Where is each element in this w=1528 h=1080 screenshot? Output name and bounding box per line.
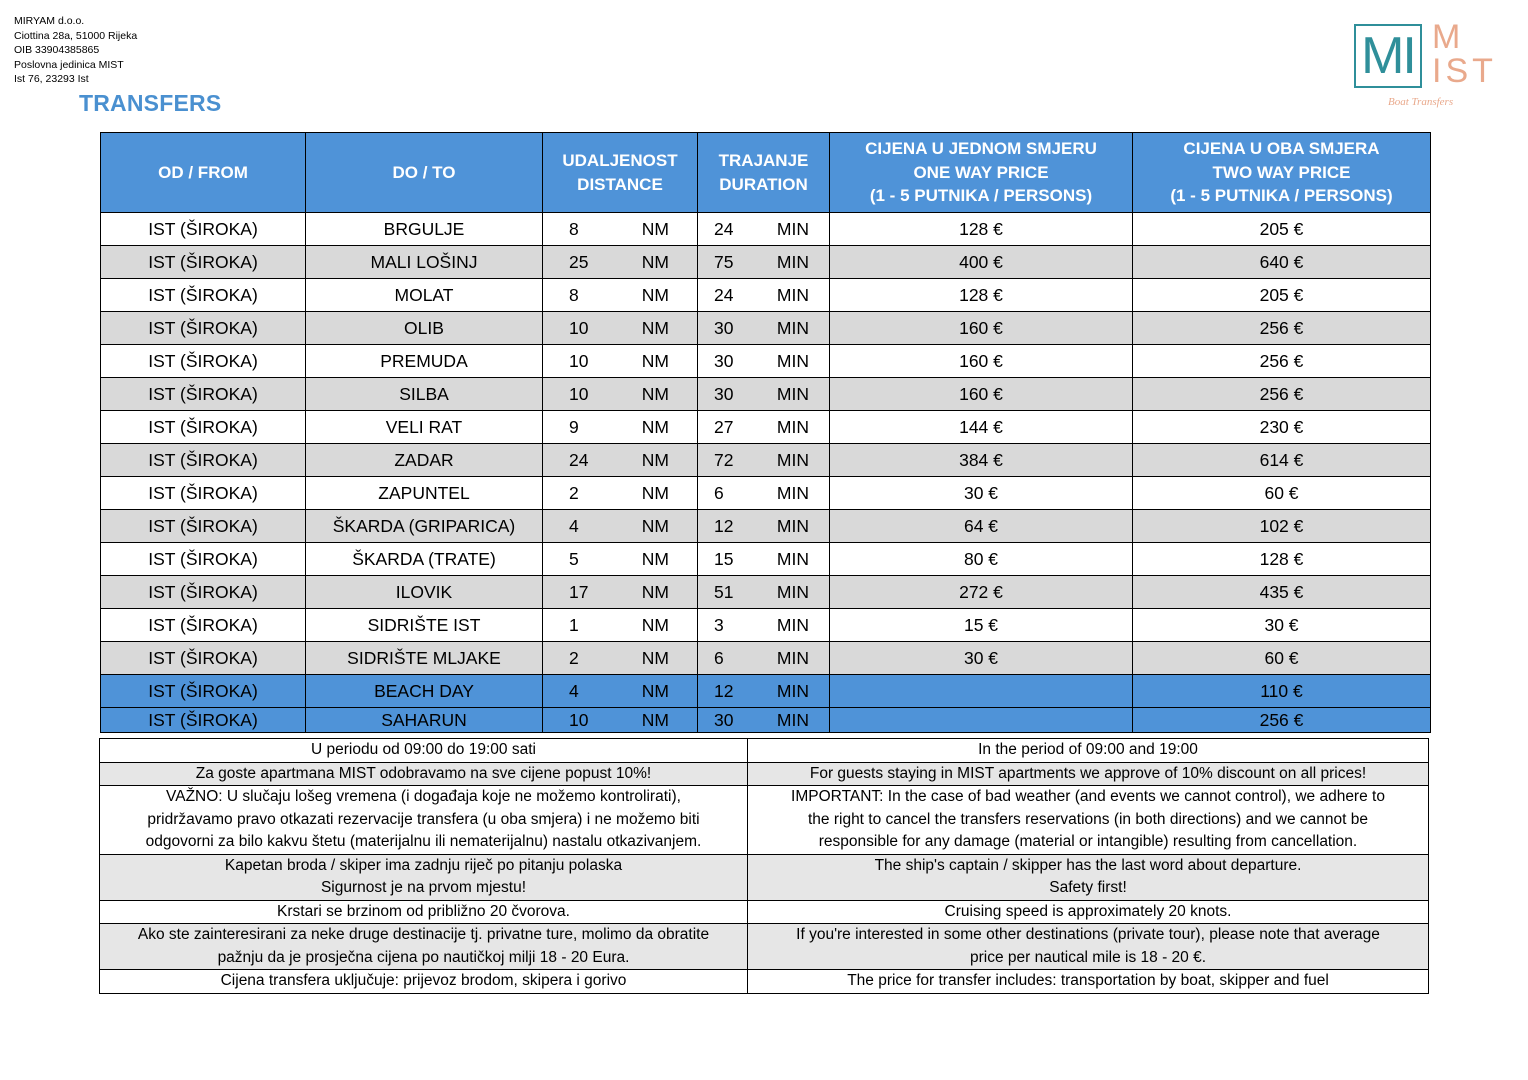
table-row [101, 477, 1431, 510]
duration-value: 51 [714, 581, 734, 602]
note-croatian [100, 786, 748, 855]
cell-distance [543, 642, 698, 675]
table-row [101, 312, 1431, 345]
cell-duration [698, 708, 830, 733]
distance-value: 5 [569, 548, 579, 569]
duration-unit: MIN [776, 581, 809, 602]
logo-mi-box: MI [1354, 24, 1422, 88]
cell-from: IST (ŠIROKA) [101, 213, 306, 246]
duration-value: 72 [714, 449, 734, 470]
note-line-en: Safety first! [1049, 879, 1127, 896]
duration-unit: MIN [776, 317, 809, 338]
cell-two-way-price: 256 € [1133, 345, 1431, 378]
distance-unit: NM [641, 680, 669, 701]
note-croatian [100, 854, 748, 900]
table-row [101, 510, 1431, 543]
duration-value: 6 [714, 647, 724, 668]
cell-one-way-price: 30 € [830, 642, 1133, 675]
cell-two-way-price: 614 € [1133, 444, 1431, 477]
note-line-en: The price for transfer includes: transportation by boat, skipper and fuel [847, 972, 1329, 989]
duration-value: 6 [714, 482, 724, 503]
cell-one-way-price: 400 € [830, 246, 1133, 279]
cell-distance [543, 543, 698, 576]
cell-one-way-price: 160 € [830, 312, 1133, 345]
distance-value: 25 [569, 251, 589, 272]
note-croatian [100, 762, 748, 786]
distance-value: 24 [569, 449, 589, 470]
cell-duration [698, 444, 830, 477]
cell-to: OLIB [306, 312, 543, 345]
cell-to: MOLAT [306, 279, 543, 312]
duration-unit: MIN [776, 647, 809, 668]
distance-value: 4 [569, 515, 579, 536]
cell-two-way-price: 256 € [1133, 378, 1431, 411]
company-line: Ciottina 28a, 51000 Rijeka [14, 29, 138, 42]
cell-from: IST (ŠIROKA) [101, 279, 306, 312]
duration-value: 15 [714, 548, 734, 569]
note-line-hr: Ako ste zainteresirani za neke druge destinacije tj. privatne ture, molimo da obratite [137, 926, 710, 943]
cell-distance [543, 708, 698, 733]
cell-from: IST (ŠIROKA) [101, 411, 306, 444]
distance-unit: NM [641, 647, 669, 668]
mist-logo [1354, 20, 1514, 120]
note-croatian [100, 739, 748, 763]
header-distance-hr: UDALJENOST [562, 151, 678, 170]
duration-value: 75 [714, 251, 734, 272]
company-line: Ist 76, 23293 Ist [14, 73, 89, 85]
cell-two-way-price: 205 € [1133, 279, 1431, 312]
note-english [748, 970, 1429, 994]
header-duration-hr: TRAJANJE [718, 151, 809, 170]
cell-distance [543, 411, 698, 444]
cell-two-way-price: 60 € [1133, 477, 1431, 510]
duration-value: 12 [714, 515, 734, 536]
cell-from: IST (ŠIROKA) [101, 642, 306, 675]
cell-to: PREMUDA [306, 345, 543, 378]
cell-to: ZAPUNTEL [306, 477, 543, 510]
cell-from: IST (ŠIROKA) [101, 477, 306, 510]
cell-from: IST (ŠIROKA) [101, 708, 306, 733]
duration-value: 12 [714, 680, 734, 701]
cell-distance [543, 510, 698, 543]
table-header-row [101, 133, 1431, 213]
table-row [101, 345, 1431, 378]
logo-m: M [1432, 18, 1465, 56]
table-row [101, 609, 1431, 642]
cell-distance [543, 279, 698, 312]
cell-to: MALI LOŠINJ [306, 246, 543, 279]
cell-from: IST (ŠIROKA) [101, 246, 306, 279]
note-english [748, 762, 1429, 786]
duration-unit: MIN [776, 350, 809, 371]
distance-unit: NM [641, 482, 669, 503]
distance-value: 4 [569, 680, 579, 701]
duration-unit: MIN [776, 416, 809, 437]
distance-value: 2 [569, 647, 579, 668]
table-row [101, 642, 1431, 675]
cell-from: IST (ŠIROKA) [101, 444, 306, 477]
cell-to: SAHARUN [306, 708, 543, 733]
note-english [748, 786, 1429, 855]
cell-duration [698, 312, 830, 345]
cell-from: IST (ŠIROKA) [101, 345, 306, 378]
logo-subtitle: Boat Transfers [1388, 96, 1454, 108]
cell-from: IST (ŠIROKA) [101, 510, 306, 543]
page-title: TRANSFERS [79, 90, 222, 116]
table-row [101, 378, 1431, 411]
note-line-hr: pridržavamo pravo otkazati rezervacije transfera (u oba smjera) i ne možemo biti [147, 810, 700, 828]
note-row [100, 739, 1429, 763]
distance-value: 10 [569, 709, 589, 730]
cell-from: IST (ŠIROKA) [101, 609, 306, 642]
cell-two-way-price: 205 € [1133, 213, 1431, 246]
duration-value: 30 [714, 383, 734, 404]
note-line-hr: Krstari se brzinom od približno 20 čvorova. [277, 902, 570, 920]
distance-unit: NM [641, 251, 669, 272]
cell-one-way-price: 128 € [830, 213, 1133, 246]
cell-one-way-price: 15 € [830, 609, 1133, 642]
distance-unit: NM [641, 614, 669, 635]
cell-from: IST (ŠIROKA) [101, 576, 306, 609]
duration-value: 27 [714, 416, 734, 437]
header-two-way-en: TWO WAY PRICE [1212, 162, 1351, 182]
distance-value: 9 [569, 416, 579, 437]
cell-two-way-price: 30 € [1133, 609, 1431, 642]
header-two-way-hr: CIJENA U OBA SMJERA [1183, 139, 1380, 159]
table-row [101, 708, 1431, 733]
logo-right-text [1432, 20, 1497, 88]
cell-to: SILBA [306, 378, 543, 411]
header-duration-en: DURATION [719, 174, 808, 194]
duration-unit: MIN [776, 515, 809, 536]
header-distance [543, 133, 698, 213]
cell-distance [543, 477, 698, 510]
distance-unit: NM [641, 416, 669, 437]
distance-unit: NM [641, 284, 669, 305]
note-line-en: the right to cancel the transfers reservations (in both directions) and we cannot be [807, 810, 1369, 828]
distance-unit: NM [641, 581, 669, 602]
cell-distance [543, 312, 698, 345]
note-line-en: Cruising speed is approximately 20 knots. [944, 902, 1232, 920]
cell-duration [698, 477, 830, 510]
cell-duration [698, 279, 830, 312]
cell-distance [543, 213, 698, 246]
cell-duration [698, 510, 830, 543]
distance-unit: NM [641, 449, 669, 470]
company-info [14, 14, 137, 87]
note-row [100, 924, 1429, 970]
header-two-way-persons: (1 - 5 PUTNIKA / PERSONS) [1170, 186, 1393, 206]
cell-distance [543, 345, 698, 378]
duration-unit: MIN [776, 709, 809, 730]
header-one-way-en: ONE WAY PRICE [913, 162, 1049, 182]
duration-value: 24 [714, 284, 734, 305]
duration-value: 30 [714, 317, 734, 338]
duration-value: 30 [714, 350, 734, 371]
table-row [101, 444, 1431, 477]
cell-duration [698, 378, 830, 411]
cell-one-way-price: 30 € [830, 477, 1133, 510]
duration-unit: MIN [776, 482, 809, 503]
company-line: Poslovna jedinica MIST [14, 58, 124, 71]
cell-distance [543, 675, 698, 708]
duration-unit: MIN [776, 680, 809, 701]
cell-duration [698, 642, 830, 675]
cell-from: IST (ŠIROKA) [101, 312, 306, 345]
table-row [101, 411, 1431, 444]
note-line-hr: Kapetan broda / skiper ima zadnju riječ po pitanju polaska [224, 856, 623, 874]
distance-value: 2 [569, 482, 579, 503]
cell-one-way-price: 160 € [830, 378, 1133, 411]
duration-unit: MIN [776, 251, 809, 272]
note-line-hr: VAŽNO: U slučaju lošeg vremena (i događaja koje ne možemo kontrolirati), [166, 788, 681, 805]
cell-to: ŠKARDA (GRIPARICA) [306, 510, 543, 543]
header-duration [698, 133, 830, 213]
cell-one-way-price [830, 708, 1133, 733]
transfer-price-table [100, 132, 1431, 733]
distance-value: 1 [569, 614, 579, 635]
distance-unit: NM [641, 350, 669, 371]
cell-distance [543, 609, 698, 642]
note-row [100, 762, 1429, 786]
cell-from: IST (ŠIROKA) [101, 378, 306, 411]
cell-to: VELI RAT [306, 411, 543, 444]
note-line-hr: pažnju da je prosječna cijena po nautičkoj milji 18 - 20 Eura. [217, 948, 630, 966]
note-croatian [100, 970, 748, 994]
duration-value: 3 [714, 614, 724, 635]
cell-duration [698, 543, 830, 576]
table-row [101, 213, 1431, 246]
note-line-en: In the period of 09:00 and 19:00 [978, 741, 1198, 758]
cell-to: ZADAR [306, 444, 543, 477]
cell-two-way-price: 435 € [1133, 576, 1431, 609]
duration-value: 24 [714, 218, 734, 239]
note-line-en: For guests staying in MIST apartments we approve of 10% discount on all prices! [809, 764, 1367, 782]
company-line: OIB 33904385865 [14, 44, 100, 56]
note-line-hr: U periodu od 09:00 do 19:00 sati [311, 741, 536, 758]
header-from: OD / FROM [101, 133, 306, 213]
cell-one-way-price: 64 € [830, 510, 1133, 543]
cell-to: BEACH DAY [306, 675, 543, 708]
note-line-hr: Za goste apartmana MIST odobravamo na sve cijene popust 10%! [195, 764, 652, 782]
header-one-way [830, 133, 1133, 213]
cell-duration [698, 609, 830, 642]
cell-to: SIDRIŠTE MLJAKE [306, 642, 543, 675]
distance-value: 17 [569, 581, 589, 602]
cell-from: IST (ŠIROKA) [101, 675, 306, 708]
note-english [748, 739, 1429, 763]
company-line: MIRYAM d.o.o. [14, 15, 85, 27]
cell-one-way-price [830, 675, 1133, 708]
table-row [101, 246, 1431, 279]
cell-two-way-price: 60 € [1133, 642, 1431, 675]
distance-value: 8 [569, 218, 579, 239]
note-line-hr: odgovorni za bilo kakvu štetu (materijalnu ili nematerijalnu) nastalu otkazivanjem. [145, 833, 702, 850]
distance-unit: NM [641, 218, 669, 239]
cell-duration [698, 246, 830, 279]
cell-to: ŠKARDA (TRATE) [306, 543, 543, 576]
cell-distance [543, 444, 698, 477]
table-row [101, 543, 1431, 576]
table-row [101, 576, 1431, 609]
duration-unit: MIN [776, 284, 809, 305]
note-english [748, 924, 1429, 970]
duration-unit: MIN [776, 383, 809, 404]
cell-two-way-price: 640 € [1133, 246, 1431, 279]
cell-to: SIDRIŠTE IST [306, 609, 543, 642]
note-croatian [100, 900, 748, 924]
cell-duration [698, 411, 830, 444]
header-one-way-persons: (1 - 5 PUTNIKA / PERSONS) [869, 186, 1093, 206]
cell-distance [543, 246, 698, 279]
table-row [101, 675, 1431, 708]
note-line-en: If you're interested in some other destinations (private tour), please note that average [796, 926, 1380, 943]
cell-one-way-price: 144 € [830, 411, 1133, 444]
note-english [748, 854, 1429, 900]
note-croatian [100, 924, 748, 970]
distance-value: 10 [569, 317, 589, 338]
notes-table [99, 738, 1429, 994]
header-two-way [1133, 133, 1431, 213]
cell-one-way-price: 384 € [830, 444, 1133, 477]
cell-distance [543, 378, 698, 411]
cell-distance [543, 576, 698, 609]
note-row [100, 970, 1429, 994]
distance-unit: NM [641, 515, 669, 536]
cell-two-way-price: 256 € [1133, 312, 1431, 345]
distance-unit: NM [641, 709, 669, 730]
cell-one-way-price: 160 € [830, 345, 1133, 378]
cell-duration [698, 345, 830, 378]
duration-unit: MIN [776, 548, 809, 569]
distance-value: 8 [569, 284, 579, 305]
note-line-en: IMPORTANT: In the case of bad weather (and events we cannot control), we adhere to [791, 788, 1385, 805]
cell-two-way-price: 102 € [1133, 510, 1431, 543]
note-row [100, 854, 1429, 900]
distance-unit: NM [641, 383, 669, 404]
duration-unit: MIN [776, 614, 809, 635]
cell-two-way-price: 128 € [1133, 543, 1431, 576]
cell-two-way-price: 230 € [1133, 411, 1431, 444]
note-row [100, 786, 1429, 855]
cell-duration [698, 576, 830, 609]
distance-unit: NM [641, 548, 669, 569]
cell-one-way-price: 128 € [830, 279, 1133, 312]
table-row [101, 279, 1431, 312]
note-line-hr: Cijena transfera uključuje: prijevoz brodom, skipera i gorivo [220, 972, 627, 989]
header-to: DO / TO [306, 133, 543, 213]
header-distance-en: DISTANCE [577, 174, 663, 194]
note-line-en: responsible for any damage (material or intangible) resulting from cancellation. [818, 833, 1358, 850]
logo-ist: IST [1432, 52, 1497, 90]
note-line-en: price per nautical mile is 18 - 20 €. [969, 948, 1207, 966]
cell-to: ILOVIK [306, 576, 543, 609]
cell-duration [698, 213, 830, 246]
distance-value: 10 [569, 350, 589, 371]
distance-value: 10 [569, 383, 589, 404]
cell-duration [698, 675, 830, 708]
duration-unit: MIN [776, 449, 809, 470]
note-row [100, 900, 1429, 924]
header-one-way-hr: CIJENA U JEDNOM SMJERU [865, 139, 1097, 159]
cell-one-way-price: 80 € [830, 543, 1133, 576]
note-line-hr: Sigurnost je na prvom mjestu! [320, 879, 527, 896]
cell-to: BRGULJE [306, 213, 543, 246]
duration-unit: MIN [776, 218, 809, 239]
cell-two-way-price: 256 € [1133, 708, 1431, 733]
cell-two-way-price: 110 € [1133, 675, 1431, 708]
distance-unit: NM [641, 317, 669, 338]
cell-one-way-price: 272 € [830, 576, 1133, 609]
note-english [748, 900, 1429, 924]
cell-from: IST (ŠIROKA) [101, 543, 306, 576]
duration-value: 30 [714, 709, 734, 730]
note-line-en: The ship's captain / skipper has the last word about departure. [874, 856, 1302, 874]
